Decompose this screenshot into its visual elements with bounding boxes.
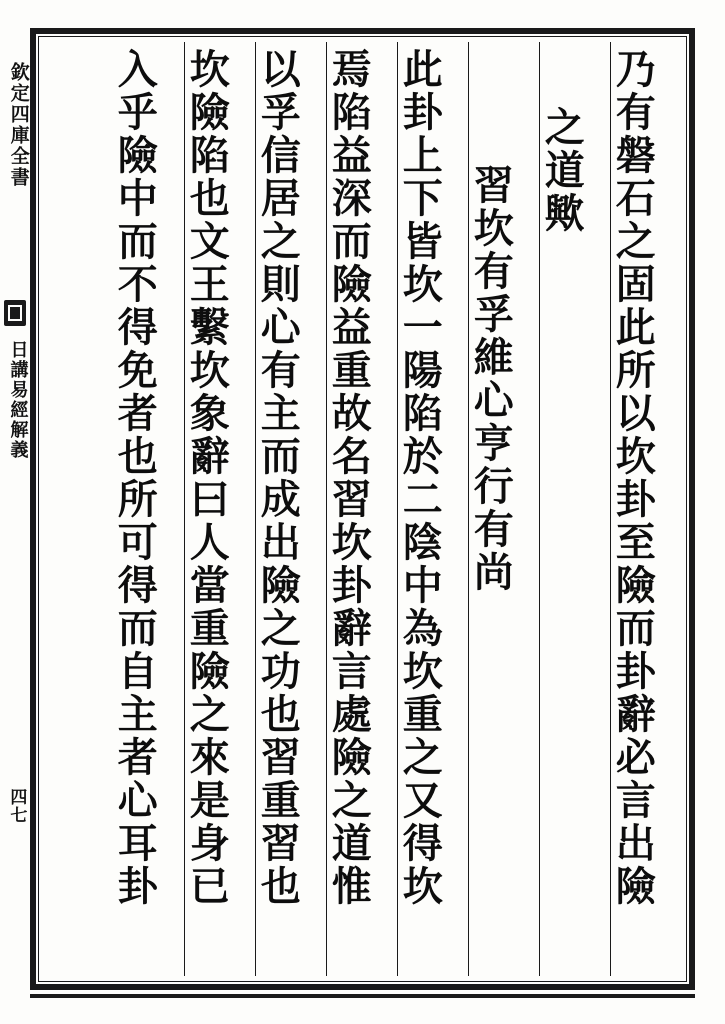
text-column — [539, 42, 610, 976]
text-columns — [44, 42, 681, 976]
column-text: 習坎有孚維心亨行有尚 — [467, 164, 515, 594]
text-column — [113, 42, 184, 976]
seal-mark-icon — [4, 300, 26, 326]
page-number: 四七 — [6, 788, 27, 824]
text-column — [255, 42, 326, 976]
bottom-rule — [30, 994, 695, 998]
text-column — [397, 42, 468, 976]
margin-band — [0, 28, 32, 990]
collection-title: 欽定四庫全書 — [7, 62, 30, 188]
text-column — [610, 42, 681, 976]
column-text: 入乎險中而不得免者也所可得而自主者心耳卦 — [111, 48, 159, 908]
column-text: 焉陷益深而險益重故名習坎卦辭言處險之道惟 — [325, 48, 373, 908]
column-text: 此卦上下皆坎一陽陷於二陰中為坎重之又得坎 — [396, 48, 444, 908]
column-text: 之道歟 — [538, 106, 586, 235]
book-title: 日講易經解義 — [7, 340, 29, 460]
text-column — [468, 42, 539, 976]
text-column — [326, 42, 397, 976]
column-text: 乃有磐石之固此所以坎卦至險而卦辭必言出險 — [609, 48, 657, 908]
column-text: 以孚信居之則心有主而成出險之功也習重習也 — [254, 48, 302, 908]
text-column — [184, 42, 255, 976]
column-text: 坎險陷也文王繫坎象辭曰人當重險之來是身已 — [183, 48, 231, 908]
